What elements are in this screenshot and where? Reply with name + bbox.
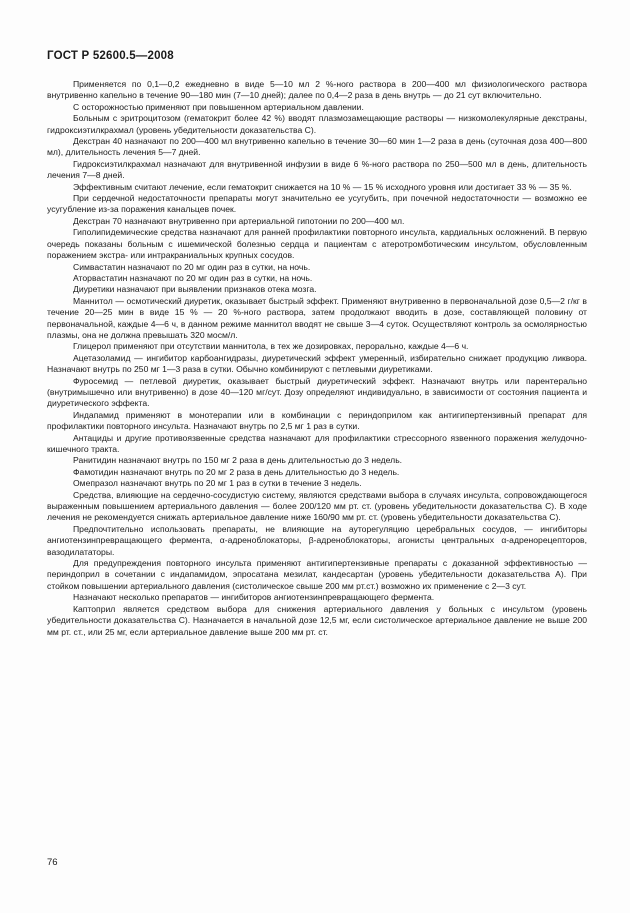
paragraph: Индапамид применяют в монотерапии или в комбинации с периндоприлом как антигипертензивный препарат для профилактики повторного инсульта. Назначают внутрь по 2,5 мг 1 раз в сутки. [47,409,587,432]
paragraph: Гиполипидемические средства назначают для ранней профилактики повторного инсульта, кардиальных осложнений. В первую очередь показаны больным с ишемической болезнью сердца и пациентам с атеротромботическим инсультом, обусловленным поражением экстра- или интракраниальных крупных сосудов. [47,227,587,261]
paragraph: Фамотидин назначают внутрь по 20 мг 2 раза в день длительностью до 3 недель. [73,466,400,477]
paragraph: Применяется по 0,1—0,2 ежедневно в виде 5—10 мл 2 %-ного раствора в 200—400 мл физиологического раствора внутривенно капельно в течение 90—180 мин (7—10 дней); далее по 0,4—2 раза в день внутрь — до 21 сут включительно. [47,79,587,101]
paragraph: Декстран 70 назначают внутривенно при артериальной гипотонии по 200—400 мл. [73,215,405,226]
paragraph: Маннитол — осмотический диуретик, оказывает быстрый эффект. Применяют внутривенно в первоначальной дозе 0,5—2 г/кг в течение 20—25 мин в виде 15 % — 20 %-ного раствора, затем продолжают вводить в дозе, составляющей половину от первоначальной, каждые 4—6 ч, в данном режиме маннитол вводят не свыше 3—4 суток. Осуществляют контроль за осмолярностью плазмы, она не должна превышать 320 мосм/л. [47,295,587,340]
paragraph: Средства, влияющие на сердечно-сосудистую систему, являются средствами выбора в случаях инсульта, сопровождающегося выраженным повышением артериального давления — более 200/120 мм рт. ст. (уровень убедительности доказательства С). В ходе лечения не рекомендуется снижать артериальное давление ниже 160/90 мм рт. ст. (уровень убедительности доказательства С). [47,489,587,523]
paragraph: Ранитидин назначают внутрь по 150 мг 2 раза в день длительностью до 3 недель. [73,455,403,466]
document-header: ГОСТ Р 52600.5—2008 [47,50,174,62]
paragraph: Эффективным считают лечение, если гематокрит снижается на 10 % — 15 % исходного уровня или достигает 33 % — 35 %. [73,181,572,192]
paragraph: Диуретики назначают при выявлении признаков отека мозга. [73,284,317,295]
paragraph: С осторожностью применяют при повышенном артериальном давлении. [73,101,364,112]
document-body [47,79,587,638]
paragraph: Аторвастатин назначают по 20 мг один раз в сутки, на ночь. [73,272,313,283]
paragraph: Симвастатин назначают по 20 мг один раз в сутки, на ночь. [73,261,311,272]
paragraph: Больным с эритроцитозом (гематокрит более 42 %) вводят плазмозамещающие растворы — низкомолекулярные декстраны, гидроксиэтилкрахмал (уровень убедительности доказательства С). [47,113,587,135]
paragraph: Назначают несколько препаратов — ингибиторов ангиотензинпревращающего фермента. [73,592,435,603]
paragraph: Декстран 40 назначают по 200—400 мл внутривенно капельно в течение 30—60 мин 1—2 раза в день (суточная доза 400—800 мл), длительность лечения 5—7 дней. [47,136,587,158]
paragraph: Глицерол применяют при отсутствии маннитола, в тех же дозировках, перорально, каждые 4—6 ч. [73,341,469,352]
paragraph: Антациды и другие противоязвенные средства назначают для профилактики стрессорного язвенного поражения желудочно-кишечного тракта. [47,432,587,454]
paragraph: Омепразол назначают внутрь по 20 мг 1 раз в сутки в течение 3 недель. [73,478,362,489]
paragraph: Фуросемид — петлевой диуретик, оказывает быстрый диуретический эффект. Назначают внутрь или парентерально (внутримышечно или внутривенно) в дозе 40—120 мг/сут. Дозу определяют индивидуально, в зависимости от состояния пациента и диуретического эффекта. [47,375,587,409]
page-number: 76 [47,857,58,868]
paragraph: Ацетазоламид — ингибитор карбоангидразы, диуретический эффект умеренный, избирательно снижает продукцию ликвора. Назначают внутрь по 250 мг 1—3 раза в сутки. Обычно комбинируют с петлевыми диуретиками. [47,352,587,375]
paragraph: Каптоприл является средством выбора для снижения артериального давления у больных с инсультом (уровень убедительности доказательства С). Назначается в начальной дозе 12,5 мг, если систолическое артериальное давление не выше 200 мм рт. ст., или 25 мг, если артериальное давление выше 200 мм рт. ст. [47,603,587,637]
paragraph: При сердечной недостаточности препараты могут значительно ее усугубить, при почечной недостаточности — возможно ее усугубление из-за поражения канальцев почек. [47,193,587,215]
paragraph: Для предупреждения повторного инсульта применяют антигипертензивные препараты с доказанной эффективностью — периндоприл в сочетании с индапамидом, эпросатана мезилат, кандесартан (уровень убедительности доказательства А). При стойком повышении артериального давления (систолическое свыше 200 мм рт.ст.) возможно их применение с 2—3 сут. [47,558,587,591]
paragraph: Гидроксиэтилкрахмал назначают для внутривенной инфузии в виде 6 %-ного раствора по 250—500 мл в день, длительность лечения 7—8 дней. [47,158,587,181]
paragraph: Предпочтительно использовать препараты, не влияющие на ауторегуляцию церебральных сосудов, — ингибиторы ангиотензинпревращающего фермента, α-адреноблокаторы, β-адреноблокаторы, агонисты центральных α-адренорецепторов, вазодилататоры. [47,523,587,557]
